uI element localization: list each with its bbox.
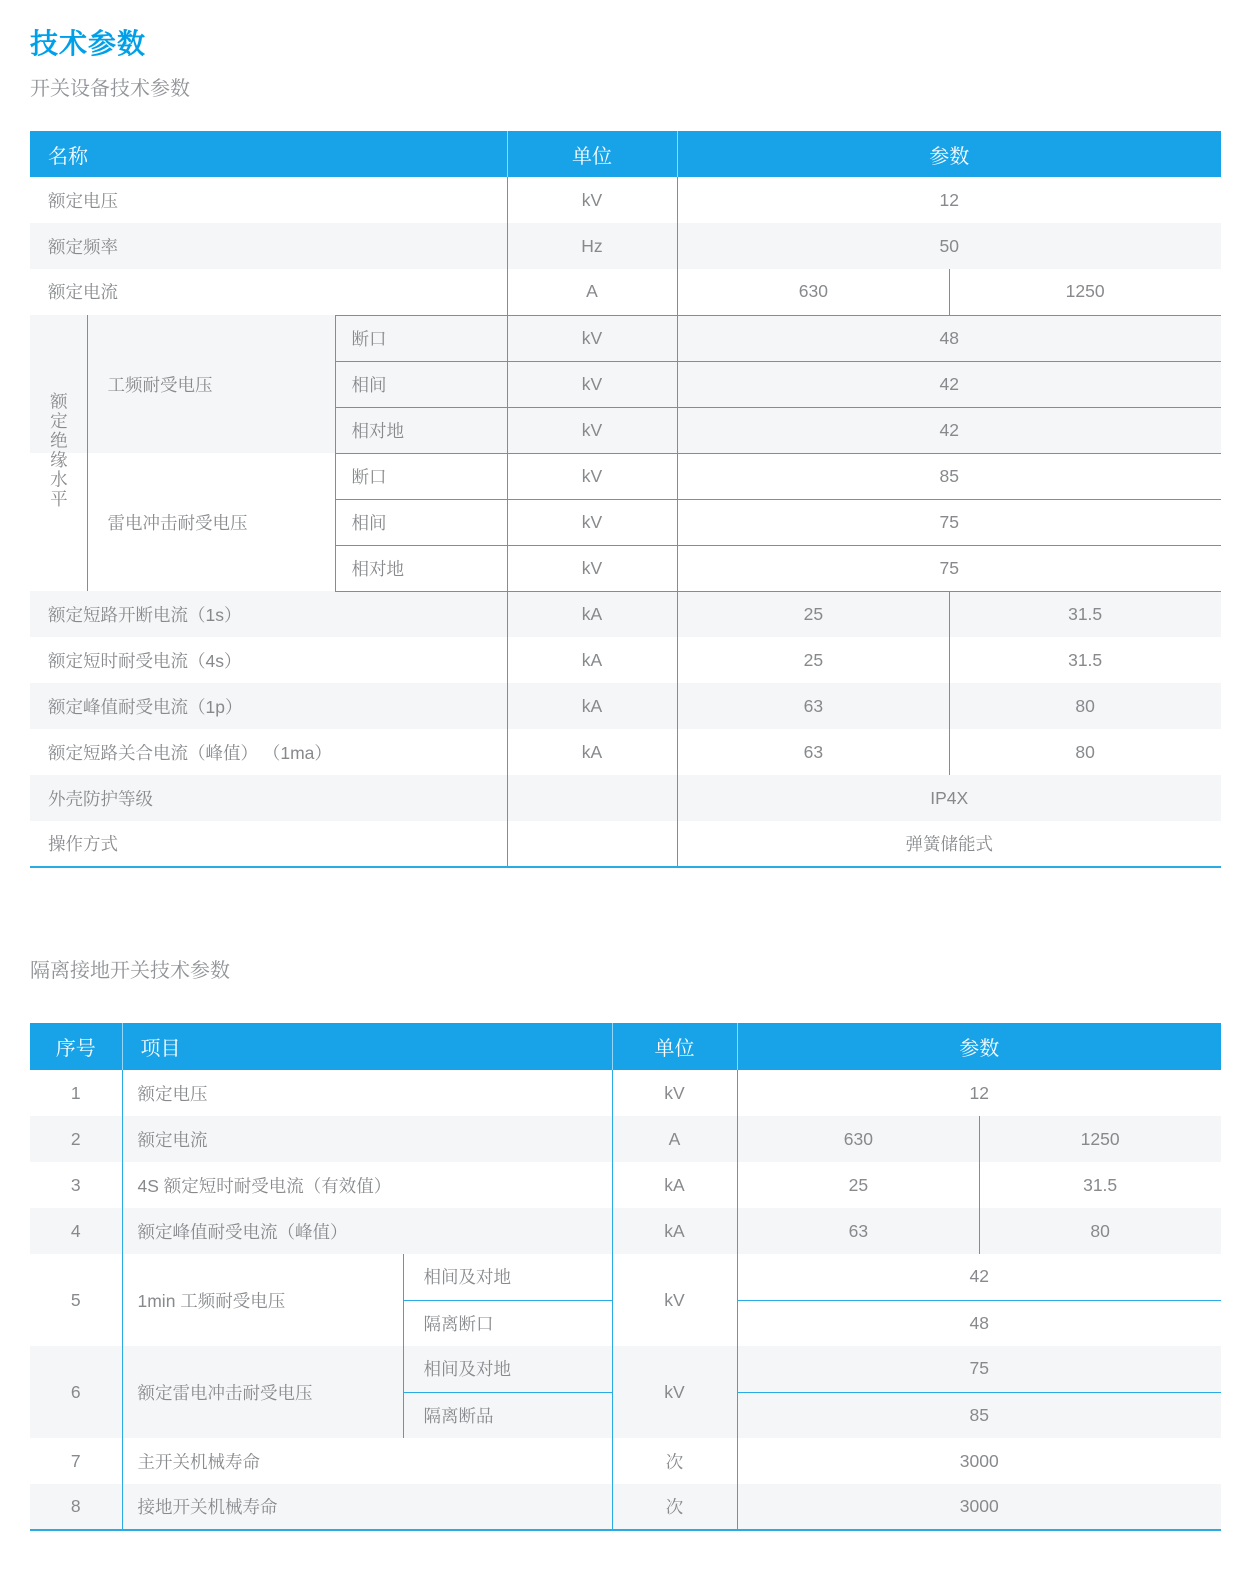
value-cell: 48	[737, 1300, 1221, 1346]
unit-cell	[507, 775, 677, 821]
item-name-cell: 4S 额定短时耐受电流（有效值）	[122, 1162, 612, 1208]
col-header-param: 参数	[737, 1023, 1221, 1070]
unit-cell: kV	[507, 315, 677, 361]
pf-group-cell: 工频耐受电压	[87, 315, 335, 453]
unit-cell: kV	[507, 545, 677, 591]
table-row	[30, 729, 1221, 775]
unit-cell: kA	[507, 729, 677, 775]
value-cell: 12	[939, 189, 959, 210]
row-number-cell: 2	[70, 1128, 81, 1149]
value-right: 1250	[1080, 1128, 1120, 1149]
value-cell: 75	[677, 545, 1221, 591]
sub-name-cell: 相间	[335, 499, 507, 545]
page-title: 技术参数	[30, 28, 147, 59]
row-number-cell: 3	[70, 1174, 81, 1195]
col-header-item: 项目	[122, 1023, 612, 1070]
value-cell: IP4X	[930, 787, 969, 808]
row-number-cell: 6	[30, 1346, 122, 1438]
row-number-cell: 8	[70, 1496, 81, 1516]
value-cell: 48	[677, 315, 1221, 361]
table-row	[30, 269, 1221, 315]
value-1250: 1250	[1065, 281, 1105, 302]
sub-name-cell: 相间及对地	[403, 1254, 612, 1300]
value-cell-split	[737, 1116, 1221, 1162]
sub-name-cell: 断口	[335, 315, 507, 361]
value-630: 630	[798, 281, 828, 302]
value-cell-split	[677, 683, 1221, 729]
value-left: 25	[848, 1174, 869, 1195]
item-name-cell: 额定峰值耐受电流（峰值）	[122, 1208, 612, 1254]
table2-header-row	[30, 1023, 1221, 1070]
param-name-cell: 额定电流	[48, 282, 118, 303]
insulation-group-cell	[30, 315, 87, 591]
value-left: 63	[848, 1220, 869, 1241]
unit-cell: kV	[612, 1070, 737, 1116]
table-row	[30, 315, 1221, 361]
value-cell-split	[677, 729, 1221, 775]
table-row	[30, 177, 1221, 223]
table-row	[30, 775, 1221, 821]
value-cell-split	[737, 1162, 1221, 1208]
value-cell: 75	[969, 1358, 989, 1379]
value-cell-split	[737, 1208, 1221, 1254]
table-row	[30, 683, 1221, 729]
unit-cell: kV	[507, 453, 677, 499]
unit-cell: Hz	[507, 223, 677, 269]
insulation-group-label: 额定绝缘水平	[48, 392, 69, 509]
item-name-cell: 主开关机械寿命	[122, 1438, 612, 1484]
value-cell: 12	[969, 1082, 989, 1103]
param-name-cell: 操作方式	[48, 834, 118, 854]
item-name-cell: 额定雷电冲击耐受电压	[122, 1346, 403, 1438]
col-header-unit: 单位	[612, 1023, 737, 1070]
row-number-cell: 1	[70, 1082, 81, 1103]
unit-cell: kA	[612, 1208, 737, 1254]
table-row	[30, 1438, 1221, 1484]
unit-cell: kV	[507, 499, 677, 545]
value-cell: 42	[677, 361, 1221, 407]
unit-cell: kV	[612, 1346, 737, 1438]
table1-header-row	[30, 131, 1221, 177]
unit-cell: kV	[612, 1254, 737, 1346]
sub-name-cell: 相间	[335, 361, 507, 407]
li-group-cell: 雷电冲击耐受电压	[87, 453, 335, 591]
unit-cell: kA	[507, 591, 677, 637]
unit-cell: A	[612, 1116, 737, 1162]
param-name-cell: 额定短时耐受电流（4s）	[48, 650, 242, 671]
value-left: 63	[803, 695, 824, 716]
table-row	[30, 637, 1221, 683]
value-cell-split	[677, 591, 1221, 637]
col-header-unit: 单位	[507, 131, 677, 177]
item-name-cell: 额定电流	[122, 1116, 612, 1162]
sub-name-cell: 断口	[335, 453, 507, 499]
item-name-cell: 额定电压	[122, 1070, 612, 1116]
value-left: 63	[803, 741, 824, 762]
row-number-cell: 7	[70, 1450, 81, 1471]
param-name-cell: 额定电压	[48, 190, 118, 211]
col-header-no: 序号	[30, 1023, 122, 1070]
table-row	[30, 453, 1221, 499]
value-cell: 42	[969, 1266, 989, 1287]
param-name-cell: 外壳防护等级	[48, 788, 153, 809]
param-name-cell: 额定短路关合电流（峰值） （1ma）	[48, 742, 332, 763]
value-right: 31.5	[1068, 649, 1103, 670]
table-row	[30, 223, 1221, 269]
unit-cell: kV	[507, 361, 677, 407]
item-name-cell: 接地开关机械寿命	[122, 1484, 612, 1530]
value-cell: 75	[677, 499, 1221, 545]
table-row	[30, 1162, 1221, 1208]
value-left: 630	[843, 1128, 873, 1149]
table-row	[30, 1254, 1221, 1300]
unit-cell: kA	[507, 683, 677, 729]
switchgear-params-table	[30, 131, 1221, 868]
sub-name-cell: 相对地	[335, 407, 507, 453]
value-right: 80	[1075, 741, 1095, 762]
unit-cell: kA	[507, 637, 677, 683]
col-header-param: 参数	[677, 131, 1221, 177]
value-left: 25	[803, 649, 824, 670]
sub-name-cell: 隔离断口	[403, 1300, 612, 1346]
value-cell: 弹簧储能式	[905, 834, 993, 854]
row-number-cell: 4	[70, 1220, 81, 1241]
value-cell: 42	[677, 407, 1221, 453]
sub-name-cell: 相间及对地	[403, 1346, 612, 1392]
table-row	[30, 1116, 1221, 1162]
table-row	[30, 1346, 1221, 1392]
unit-cell	[507, 821, 677, 867]
value-cell: 3000	[959, 1496, 999, 1516]
table-row	[30, 821, 1221, 867]
unit-cell: kV	[507, 407, 677, 453]
value-cell-split	[677, 269, 1221, 315]
table1-caption: 开关设备技术参数	[30, 78, 190, 100]
table-row	[30, 591, 1221, 637]
table-row	[30, 1208, 1221, 1254]
row-number-cell: 5	[30, 1254, 122, 1346]
table-row	[30, 1070, 1221, 1116]
table2-caption: 隔离接地开关技术参数	[30, 960, 230, 982]
value-left: 25	[803, 603, 824, 624]
param-name-cell: 额定频率	[48, 236, 118, 257]
unit-cell: kV	[507, 177, 677, 223]
unit-cell: A	[507, 269, 677, 315]
value-cell: 85	[677, 453, 1221, 499]
col-header-name: 名称	[30, 131, 507, 177]
table-row	[30, 1484, 1221, 1530]
value-right: 80	[1075, 695, 1095, 716]
unit-cell: kA	[612, 1162, 737, 1208]
param-name-cell: 额定峰值耐受电流（1p）	[48, 696, 243, 717]
value-cell: 50	[939, 235, 959, 256]
value-cell: 85	[737, 1392, 1221, 1438]
item-name-cell: 1min 工频耐受电压	[122, 1254, 403, 1346]
value-cell-split	[677, 637, 1221, 683]
value-right: 80	[1090, 1220, 1110, 1241]
disconnector-params-table	[30, 1023, 1221, 1531]
param-name-cell: 额定短路开断电流（1s）	[48, 604, 242, 625]
value-cell: 3000	[959, 1450, 999, 1471]
unit-cell: 次	[612, 1484, 737, 1530]
value-right: 31.5	[1083, 1174, 1118, 1195]
sub-name-cell: 隔离断品	[403, 1392, 612, 1438]
value-right: 31.5	[1068, 603, 1103, 624]
sub-name-cell: 相对地	[335, 545, 507, 591]
unit-cell: 次	[612, 1438, 737, 1484]
